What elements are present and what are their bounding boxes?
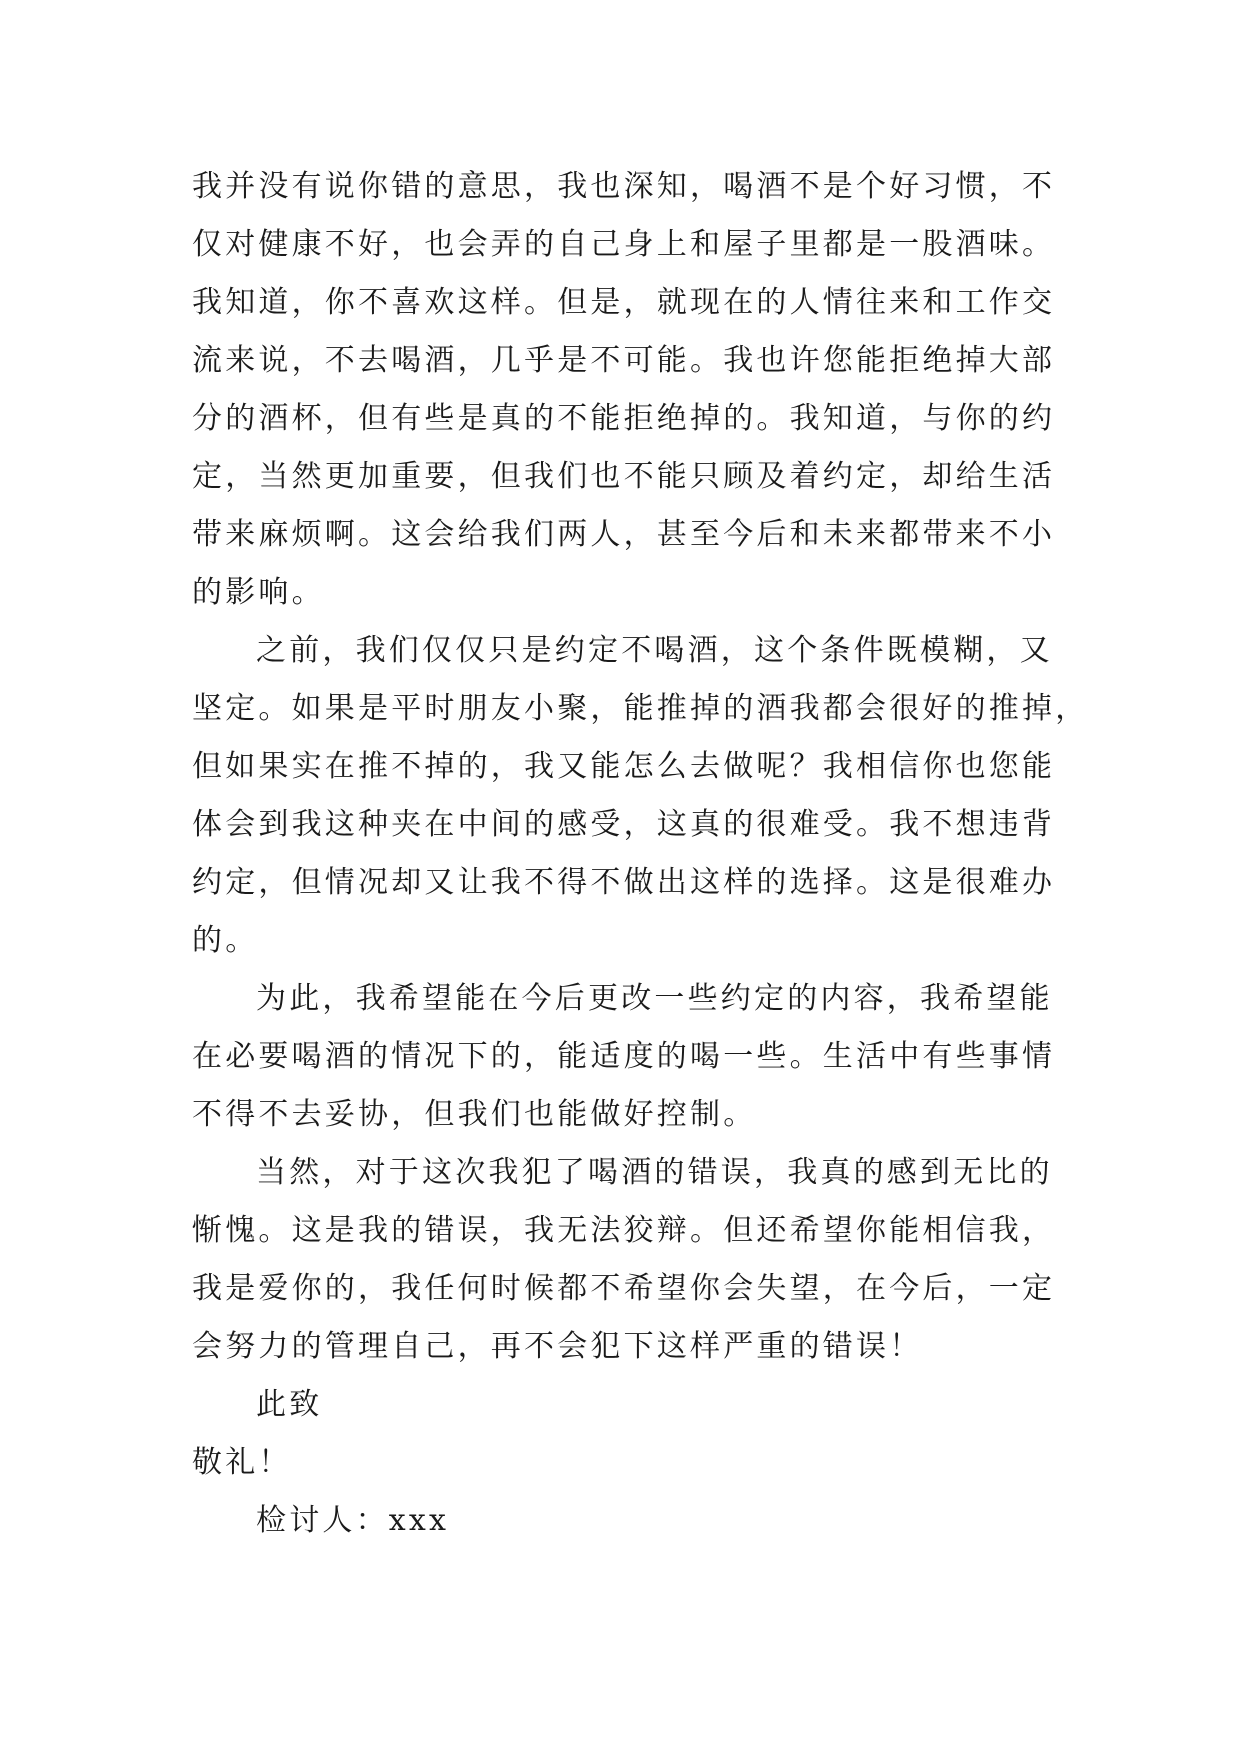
paragraph-line: 为此，我希望能在今后更改一些约定的内容，我希望能: [256, 981, 1053, 1016]
paragraph-line: 我是爱你的，我任何时候都不希望你会失望，在今后，一定: [192, 1271, 1056, 1306]
paragraph-line: 带来麻烦啊。这会给我们两人，甚至今后和未来都带来不小: [192, 517, 1056, 552]
paragraph-3: [192, 970, 1072, 1144]
paragraph-2: [192, 622, 1089, 970]
salutation: 此致: [256, 1387, 323, 1422]
paragraph-1: [192, 158, 1072, 622]
paragraph-line: 我并没有说你错的意思，我也深知，喝酒不是个好习惯，不: [192, 169, 1056, 204]
paragraph-line: 仅对健康不好，也会弄的自己身上和屋子里都是一股酒味。: [192, 227, 1056, 262]
paragraph-line: 的影响。: [192, 575, 325, 610]
paragraph-line: 之前，我们仅仅只是约定不喝酒，这个条件既模糊，又: [256, 633, 1053, 668]
paragraph-line: 分的酒杯，但有些是真的不能拒绝掉的。我知道，与你的约: [192, 401, 1056, 436]
paragraph-line: 定，当然更加重要，但我们也不能只顾及着约定，却给生活: [192, 459, 1056, 494]
paragraph-line: 约定，但情况却又让我不得不做出这样的选择。这是很难办: [192, 865, 1056, 900]
paragraph-line: 惭愧。这是我的错误，我无法狡辩。但还希望你能相信我，: [192, 1213, 1056, 1248]
paragraph-line: 会努力的管理自己，再不会犯下这样严重的错误！: [192, 1329, 923, 1364]
paragraph-line: 在必要喝酒的情况下的，能适度的喝一些。生活中有些事情: [192, 1039, 1056, 1074]
paragraph-line: 的。: [192, 923, 259, 958]
paragraph-4: [192, 1144, 1072, 1376]
paragraph-line: 体会到我这种夹在中间的感受，这真的很难受。我不想违背: [192, 807, 1056, 842]
paragraph-line: 坚定。如果是平时朋友小聚，能推掉的酒我都会很好的推掉，: [192, 691, 1089, 726]
closing: [192, 1376, 1072, 1550]
paragraph-line: 流来说，不去喝酒，几乎是不可能。我也许您能拒绝掉大部: [192, 343, 1056, 378]
paragraph-line: 但如果实在推不掉的，我又能怎么去做呢？我相信你也您能: [192, 749, 1056, 784]
regards: 敬礼！: [192, 1445, 292, 1480]
letter-body: [192, 158, 1089, 1550]
paragraph-line: 我知道，你不喜欢这样。但是，就现在的人情往来和工作交: [192, 285, 1056, 320]
signature: 检讨人：xxx: [256, 1503, 450, 1538]
paragraph-line: 当然，对于这次我犯了喝酒的错误，我真的感到无比的: [256, 1155, 1053, 1190]
paragraph-line: 不得不去妥协，但我们也能做好控制。: [192, 1097, 757, 1132]
